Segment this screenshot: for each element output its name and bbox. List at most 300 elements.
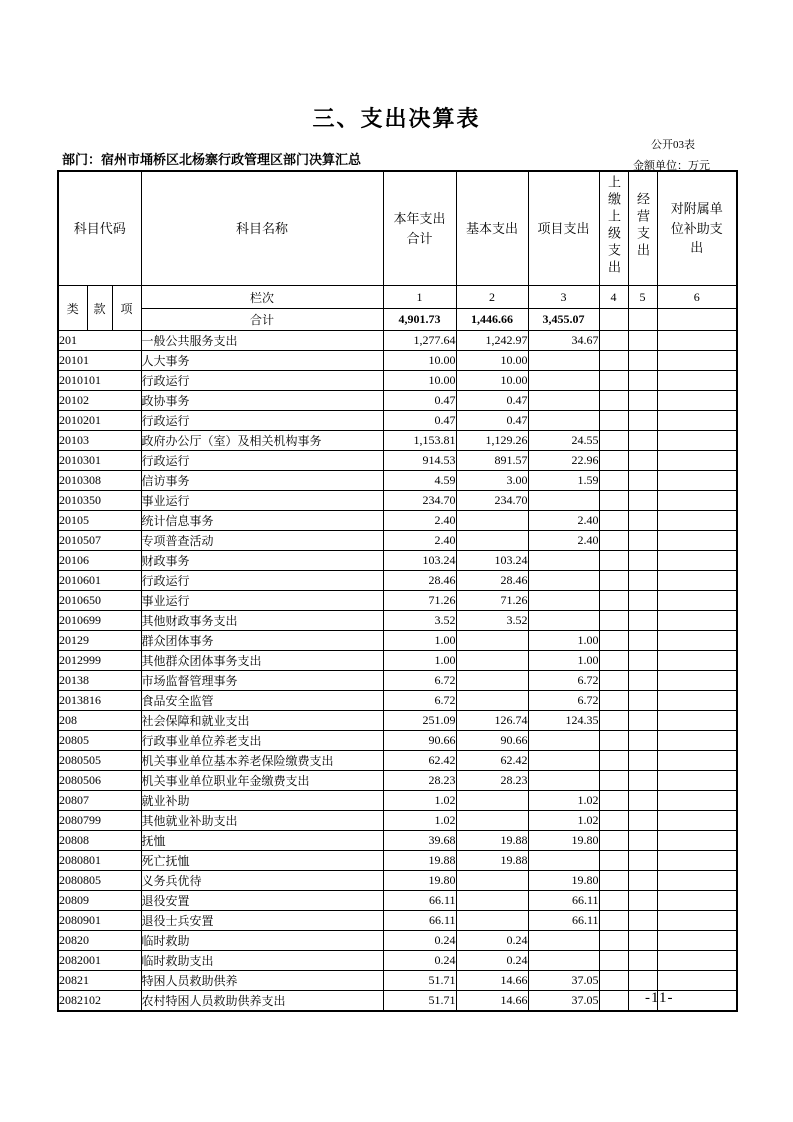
- total-basic: 1,446.66: [456, 309, 528, 331]
- value-subsidy: [657, 331, 737, 351]
- subject-name: 市场监督管理事务: [141, 671, 383, 691]
- value-year-total: 62.42: [383, 751, 456, 771]
- total-subsidy: [657, 309, 737, 331]
- value-year-total: 251.09: [383, 711, 456, 731]
- subject-name: 退役士兵安置: [141, 911, 383, 931]
- value-upper-remit: [599, 571, 628, 591]
- value-subsidy: [657, 411, 737, 431]
- table-row: [58, 711, 737, 731]
- value-operating: [628, 531, 657, 551]
- value-basic: 0.24: [456, 951, 528, 971]
- value-basic: 0.47: [456, 411, 528, 431]
- value-basic: 1,242.97: [456, 331, 528, 351]
- value-operating: [628, 931, 657, 951]
- value-operating: [628, 431, 657, 451]
- value-subsidy: [657, 951, 737, 971]
- value-upper-remit: [599, 471, 628, 491]
- header-code-class: 类: [58, 286, 87, 331]
- header-code-item: 项: [112, 286, 141, 331]
- subject-code: 2010101: [58, 371, 141, 391]
- value-upper-remit: [599, 491, 628, 511]
- value-upper-remit: [599, 951, 628, 971]
- value-project: 2.40: [528, 531, 599, 551]
- value-project: 6.72: [528, 691, 599, 711]
- value-project: 1.02: [528, 811, 599, 831]
- table-row: [58, 591, 737, 611]
- value-year-total: 6.72: [383, 691, 456, 711]
- value-basic: 19.88: [456, 831, 528, 851]
- value-project: 2.40: [528, 511, 599, 531]
- value-project: [528, 931, 599, 951]
- value-basic: [456, 651, 528, 671]
- column-row-label: 栏次: [141, 286, 383, 309]
- value-project: [528, 371, 599, 391]
- total-row: [58, 309, 737, 331]
- value-project: [528, 951, 599, 971]
- subject-code: 2010301: [58, 451, 141, 471]
- header-subject-name: 科目名称: [141, 171, 383, 286]
- column-number-3: 3: [528, 286, 599, 309]
- value-project: [528, 591, 599, 611]
- value-project: 1.59: [528, 471, 599, 491]
- table-row: [58, 411, 737, 431]
- total-row-label: 合计: [141, 309, 383, 331]
- table-row: [58, 491, 737, 511]
- value-year-total: 3.52: [383, 611, 456, 631]
- subject-name: 机关事业单位基本养老保险缴费支出: [141, 751, 383, 771]
- subject-name: 死亡抚恤: [141, 851, 383, 871]
- value-project: 66.11: [528, 891, 599, 911]
- value-operating: [628, 711, 657, 731]
- subject-name: 行政运行: [141, 411, 383, 431]
- subject-code: 20808: [58, 831, 141, 851]
- subject-code: 208: [58, 711, 141, 731]
- value-upper-remit: [599, 691, 628, 711]
- value-upper-remit: [599, 511, 628, 531]
- value-operating: [628, 591, 657, 611]
- table-row: [58, 791, 737, 811]
- value-basic: 3.52: [456, 611, 528, 631]
- value-basic: 62.42: [456, 751, 528, 771]
- value-subsidy: [657, 511, 737, 531]
- value-year-total: 51.71: [383, 971, 456, 991]
- column-number-6: 6: [657, 286, 737, 309]
- value-year-total: 10.00: [383, 371, 456, 391]
- value-operating: [628, 351, 657, 371]
- value-subsidy: [657, 891, 737, 911]
- table-row: [58, 771, 737, 791]
- value-operating: [628, 971, 657, 991]
- value-upper-remit: [599, 931, 628, 951]
- table-row: [58, 451, 737, 471]
- table-row: [58, 551, 737, 571]
- value-operating: [628, 551, 657, 571]
- value-subsidy: [657, 371, 737, 391]
- subject-name: 群众团体事务: [141, 631, 383, 651]
- value-year-total: 51.71: [383, 991, 456, 1012]
- value-project: 37.05: [528, 991, 599, 1012]
- value-subsidy: [657, 471, 737, 491]
- value-upper-remit: [599, 631, 628, 651]
- subject-name: 抚恤: [141, 831, 383, 851]
- value-subsidy: [657, 971, 737, 991]
- subject-code: 2080799: [58, 811, 141, 831]
- value-project: 24.55: [528, 431, 599, 451]
- value-operating: [628, 811, 657, 831]
- value-upper-remit: [599, 891, 628, 911]
- value-subsidy: [657, 771, 737, 791]
- value-year-total: 1,153.81: [383, 431, 456, 451]
- value-subsidy: [657, 671, 737, 691]
- value-upper-remit: [599, 651, 628, 671]
- value-subsidy: [657, 431, 737, 451]
- value-upper-remit: [599, 351, 628, 371]
- table-row: [58, 811, 737, 831]
- value-upper-remit: [599, 391, 628, 411]
- subject-name: 其他就业补助支出: [141, 811, 383, 831]
- subject-code: 20807: [58, 791, 141, 811]
- header-subsidy: 对附属单位补助支出: [657, 171, 737, 286]
- column-number-2: 2: [456, 286, 528, 309]
- subject-code: 2010601: [58, 571, 141, 591]
- subject-name: 特困人员救助供养: [141, 971, 383, 991]
- value-year-total: 234.70: [383, 491, 456, 511]
- value-year-total: 2.40: [383, 531, 456, 551]
- value-project: [528, 731, 599, 751]
- value-operating: [628, 671, 657, 691]
- value-year-total: 0.24: [383, 951, 456, 971]
- value-subsidy: [657, 391, 737, 411]
- value-basic: [456, 531, 528, 551]
- table-row: [58, 751, 737, 771]
- column-number-4: 4: [599, 286, 628, 309]
- value-project: 124.35: [528, 711, 599, 731]
- value-basic: 0.24: [456, 931, 528, 951]
- subject-name: 其他群众团体事务支出: [141, 651, 383, 671]
- subject-name: 行政事业单位养老支出: [141, 731, 383, 751]
- value-project: 19.80: [528, 871, 599, 891]
- value-year-total: 914.53: [383, 451, 456, 471]
- table-row: [58, 431, 737, 451]
- header-basic: 基本支出: [456, 171, 528, 286]
- subject-code: 2080901: [58, 911, 141, 931]
- subject-code: 20102: [58, 391, 141, 411]
- value-subsidy: [657, 931, 737, 951]
- value-upper-remit: [599, 851, 628, 871]
- column-number-1: 1: [383, 286, 456, 309]
- table-row: [58, 471, 737, 491]
- table-row: [58, 651, 737, 671]
- value-year-total: 0.47: [383, 411, 456, 431]
- value-basic: 10.00: [456, 371, 528, 391]
- subject-name: 社会保障和就业支出: [141, 711, 383, 731]
- value-upper-remit: [599, 971, 628, 991]
- table-row: [58, 691, 737, 711]
- value-operating: [628, 951, 657, 971]
- value-subsidy: [657, 751, 737, 771]
- subject-name: 就业补助: [141, 791, 383, 811]
- subject-code: 2010308: [58, 471, 141, 491]
- value-subsidy: [657, 911, 737, 931]
- subject-name: 食品安全监管: [141, 691, 383, 711]
- value-upper-remit: [599, 731, 628, 751]
- subject-code: 2010350: [58, 491, 141, 511]
- form-code-label: 公开03表: [651, 139, 695, 151]
- value-project: 1.00: [528, 631, 599, 651]
- header-operating-text: 经营支出: [635, 191, 651, 260]
- subject-name: 事业运行: [141, 591, 383, 611]
- value-project: 66.11: [528, 911, 599, 931]
- value-project: [528, 851, 599, 871]
- value-basic: 90.66: [456, 731, 528, 751]
- value-basic: 14.66: [456, 991, 528, 1012]
- value-upper-remit: [599, 671, 628, 691]
- subject-code: 2080805: [58, 871, 141, 891]
- value-upper-remit: [599, 751, 628, 771]
- subject-name: 一般公共服务支出: [141, 331, 383, 351]
- value-upper-remit: [599, 531, 628, 551]
- value-basic: 10.00: [456, 351, 528, 371]
- table-row: [58, 331, 737, 351]
- header-operating: [628, 171, 657, 286]
- table-row: [58, 831, 737, 851]
- subject-code: 20805: [58, 731, 141, 751]
- value-basic: 1,129.26: [456, 431, 528, 451]
- value-subsidy: [657, 651, 737, 671]
- page-title: 三、支出决算表: [312, 106, 481, 131]
- subject-code: 20821: [58, 971, 141, 991]
- value-project: 6.72: [528, 671, 599, 691]
- subject-name: 政协事务: [141, 391, 383, 411]
- value-upper-remit: [599, 431, 628, 451]
- value-project: [528, 351, 599, 371]
- value-year-total: 90.66: [383, 731, 456, 751]
- table-row: [58, 571, 737, 591]
- header-subject-code: 科目代码: [58, 171, 141, 286]
- value-year-total: 1.00: [383, 631, 456, 651]
- column-number-5: 5: [628, 286, 657, 309]
- subject-code: 2010507: [58, 531, 141, 551]
- subject-code: 2010699: [58, 611, 141, 631]
- subject-name: 统计信息事务: [141, 511, 383, 531]
- value-upper-remit: [599, 551, 628, 571]
- value-upper-remit: [599, 871, 628, 891]
- table-row: [58, 391, 737, 411]
- value-upper-remit: [599, 591, 628, 611]
- subject-code: 20820: [58, 931, 141, 951]
- subject-name: 其他财政事务支出: [141, 611, 383, 631]
- value-basic: 28.46: [456, 571, 528, 591]
- value-year-total: 19.88: [383, 851, 456, 871]
- value-basic: [456, 871, 528, 891]
- subject-code: 20129: [58, 631, 141, 651]
- value-year-total: 1.02: [383, 811, 456, 831]
- value-upper-remit: [599, 711, 628, 731]
- value-subsidy: [657, 631, 737, 651]
- table-row: [58, 511, 737, 531]
- header-upper-remit-text: 上缴上级支出: [606, 174, 622, 277]
- subject-name: 人大事务: [141, 351, 383, 371]
- subject-name: 政府办公厅（室）及相关机构事务: [141, 431, 383, 451]
- value-subsidy: [657, 811, 737, 831]
- value-subsidy: [657, 571, 737, 591]
- value-operating: [628, 511, 657, 531]
- department-line: 部门：宿州市埇桥区北杨寨行政管理区部门决算汇总: [62, 152, 362, 167]
- value-project: 34.67: [528, 331, 599, 351]
- value-project: 1.00: [528, 651, 599, 671]
- value-basic: [456, 691, 528, 711]
- subject-code: 2012999: [58, 651, 141, 671]
- value-operating: [628, 871, 657, 891]
- header-code-section: 款: [87, 286, 112, 331]
- value-basic: 28.23: [456, 771, 528, 791]
- value-basic: [456, 911, 528, 931]
- value-basic: 71.26: [456, 591, 528, 611]
- subject-name: 财政事务: [141, 551, 383, 571]
- value-operating: [628, 611, 657, 631]
- value-subsidy: [657, 711, 737, 731]
- value-basic: 19.88: [456, 851, 528, 871]
- value-operating: [628, 391, 657, 411]
- value-project: 19.80: [528, 831, 599, 851]
- table-row: [58, 851, 737, 871]
- value-basic: [456, 891, 528, 911]
- value-subsidy: [657, 351, 737, 371]
- subject-code: 20138: [58, 671, 141, 691]
- subject-name: 行政运行: [141, 571, 383, 591]
- table-row: [58, 991, 737, 1012]
- value-subsidy: [657, 591, 737, 611]
- subject-name: 信访事务: [141, 471, 383, 491]
- table-row: [58, 631, 737, 651]
- value-project: [528, 411, 599, 431]
- table-row: [58, 871, 737, 891]
- value-basic: [456, 811, 528, 831]
- table-row: [58, 671, 737, 691]
- subject-name: 专项普查活动: [141, 531, 383, 551]
- value-year-total: 19.80: [383, 871, 456, 891]
- value-upper-remit: [599, 331, 628, 351]
- value-year-total: 71.26: [383, 591, 456, 611]
- subject-code: 20101: [58, 351, 141, 371]
- total-year-total: 4,901.73: [383, 309, 456, 331]
- subject-code: 20106: [58, 551, 141, 571]
- value-operating: [628, 771, 657, 791]
- value-project: 22.96: [528, 451, 599, 471]
- value-upper-remit: [599, 411, 628, 431]
- subject-code: 2010201: [58, 411, 141, 431]
- value-year-total: 1.02: [383, 791, 456, 811]
- value-year-total: 1,277.64: [383, 331, 456, 351]
- total-operating: [628, 309, 657, 331]
- value-project: 1.02: [528, 791, 599, 811]
- total-upper-remit: [599, 309, 628, 331]
- value-operating: [628, 851, 657, 871]
- value-upper-remit: [599, 771, 628, 791]
- value-year-total: 39.68: [383, 831, 456, 851]
- value-operating: [628, 491, 657, 511]
- value-operating: [628, 411, 657, 431]
- value-subsidy: [657, 851, 737, 871]
- header-row-main: [58, 171, 737, 286]
- value-basic: 234.70: [456, 491, 528, 511]
- value-upper-remit: [599, 611, 628, 631]
- value-subsidy: [657, 791, 737, 811]
- value-operating: [628, 331, 657, 351]
- unit-label: 金额单位：万元: [633, 160, 710, 172]
- value-subsidy: [657, 611, 737, 631]
- value-upper-remit: [599, 991, 628, 1012]
- subject-code: 2082102: [58, 991, 141, 1012]
- value-year-total: 0.47: [383, 391, 456, 411]
- value-basic: 126.74: [456, 711, 528, 731]
- header-project: 项目支出: [528, 171, 599, 286]
- value-upper-remit: [599, 831, 628, 851]
- subject-code: 2010650: [58, 591, 141, 611]
- table-row: [58, 371, 737, 391]
- table-row: [58, 971, 737, 991]
- value-project: [528, 491, 599, 511]
- value-year-total: 28.23: [383, 771, 456, 791]
- value-basic: [456, 791, 528, 811]
- value-basic: 14.66: [456, 971, 528, 991]
- table-row: [58, 891, 737, 911]
- value-upper-remit: [599, 811, 628, 831]
- value-operating: [628, 751, 657, 771]
- value-basic: [456, 511, 528, 531]
- subject-name: 退役安置: [141, 891, 383, 911]
- subject-code: 20105: [58, 511, 141, 531]
- value-project: [528, 571, 599, 591]
- value-year-total: 1.00: [383, 651, 456, 671]
- subject-code: 2013816: [58, 691, 141, 711]
- subject-name: 农村特困人员救助供养支出: [141, 991, 383, 1012]
- value-year-total: 6.72: [383, 671, 456, 691]
- expenditure-table: [57, 170, 738, 1012]
- value-year-total: 103.24: [383, 551, 456, 571]
- subject-code: 201: [58, 331, 141, 351]
- value-subsidy: [657, 731, 737, 751]
- subject-name: 义务兵优待: [141, 871, 383, 891]
- value-project: [528, 611, 599, 631]
- value-basic: 103.24: [456, 551, 528, 571]
- subject-code: 2080505: [58, 751, 141, 771]
- table-row: [58, 951, 737, 971]
- value-year-total: 2.40: [383, 511, 456, 531]
- value-upper-remit: [599, 371, 628, 391]
- subject-code: 2082001: [58, 951, 141, 971]
- value-subsidy: [657, 691, 737, 711]
- value-project: [528, 771, 599, 791]
- total-project: 3,455.07: [528, 309, 599, 331]
- subject-name: 临时救助: [141, 931, 383, 951]
- value-upper-remit: [599, 451, 628, 471]
- header-upper-remit: [599, 171, 628, 286]
- value-year-total: 66.11: [383, 911, 456, 931]
- value-operating: [628, 371, 657, 391]
- value-year-total: 4.59: [383, 471, 456, 491]
- value-project: [528, 751, 599, 771]
- subject-code: 2080506: [58, 771, 141, 791]
- table-row: [58, 931, 737, 951]
- value-subsidy: [657, 491, 737, 511]
- table-row: [58, 531, 737, 551]
- value-year-total: 66.11: [383, 891, 456, 911]
- value-operating: [628, 911, 657, 931]
- value-operating: [628, 891, 657, 911]
- value-basic: 0.47: [456, 391, 528, 411]
- value-operating: [628, 571, 657, 591]
